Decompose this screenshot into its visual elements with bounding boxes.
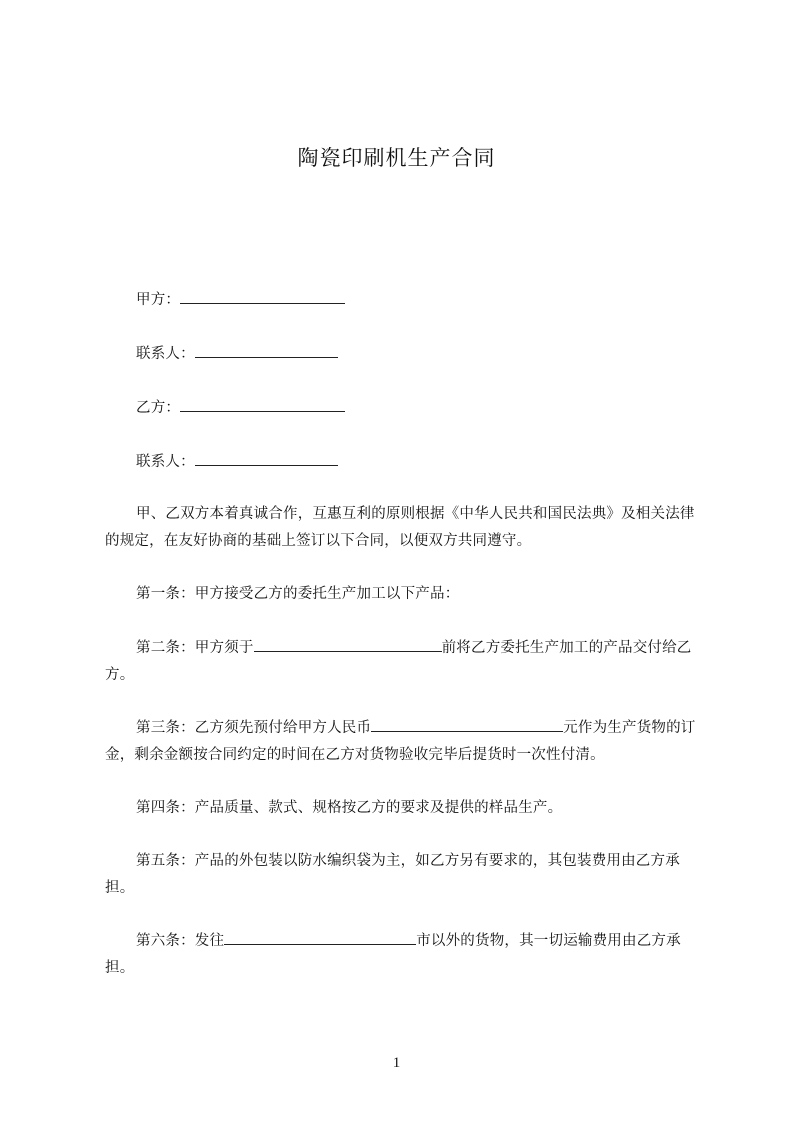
- party-b-blank: [180, 397, 345, 412]
- article-2-date-blank: [254, 637, 442, 652]
- party-a-line: [105, 287, 703, 314]
- article-6-city-blank: [224, 930, 416, 945]
- article-6-before: 第六条：发往: [136, 933, 225, 949]
- contact-b-line: [105, 449, 703, 476]
- article-3-after: 元作为生产货物的订金，剩余金额按合同约定的时间在乙方对货物验收完毕后提货时一次性付清。: [105, 720, 696, 763]
- article-2-after: 前将乙方委托生产加工的产品交付给乙方。: [105, 640, 692, 683]
- party-a-label: 甲方：: [136, 292, 181, 308]
- contact-b-label: 联系人：: [136, 454, 195, 470]
- contact-a-label: 联系人：: [136, 346, 195, 362]
- article-4: 第四条：产品质量、款式、规格按乙方的要求及提供的样品生产。: [136, 800, 563, 816]
- article-5: 第五条：产品的外包装以防水编织袋为主，如乙方另有要求的，其包装费用由乙方承担。: [105, 853, 680, 896]
- article-2-before: 第二条：甲方须于: [136, 640, 254, 656]
- document-title: 陶瓷印刷机生产合同: [297, 146, 496, 170]
- article-3-before: 第三条：乙方须先预付给甲方人民币: [136, 720, 372, 736]
- page-number: 1: [392, 1055, 401, 1071]
- contact-b-blank: [195, 451, 338, 466]
- article-2: [105, 635, 703, 689]
- party-a-blank: [180, 289, 345, 304]
- article-3: [105, 715, 703, 769]
- article-1: 第一条：甲方接受乙方的委托生产加工以下产品：: [136, 586, 460, 602]
- preamble-paragraph: 甲、乙双方本着真诚合作，互惠互利的原则根据《中华人民共和国民法典》及相关法律的规定，在友好协商的基础上签订以下合同，以便双方共同遵守。: [105, 506, 695, 549]
- contact-a-line: [105, 341, 703, 368]
- party-b-line: [105, 395, 703, 422]
- article-6: [105, 928, 703, 982]
- contact-a-blank: [195, 343, 338, 358]
- article-3-amount-blank: [371, 717, 563, 732]
- article-6-after: 市以外的货物，其一切运输费用由乙方承担。: [105, 933, 681, 976]
- party-b-label: 乙方：: [136, 400, 181, 416]
